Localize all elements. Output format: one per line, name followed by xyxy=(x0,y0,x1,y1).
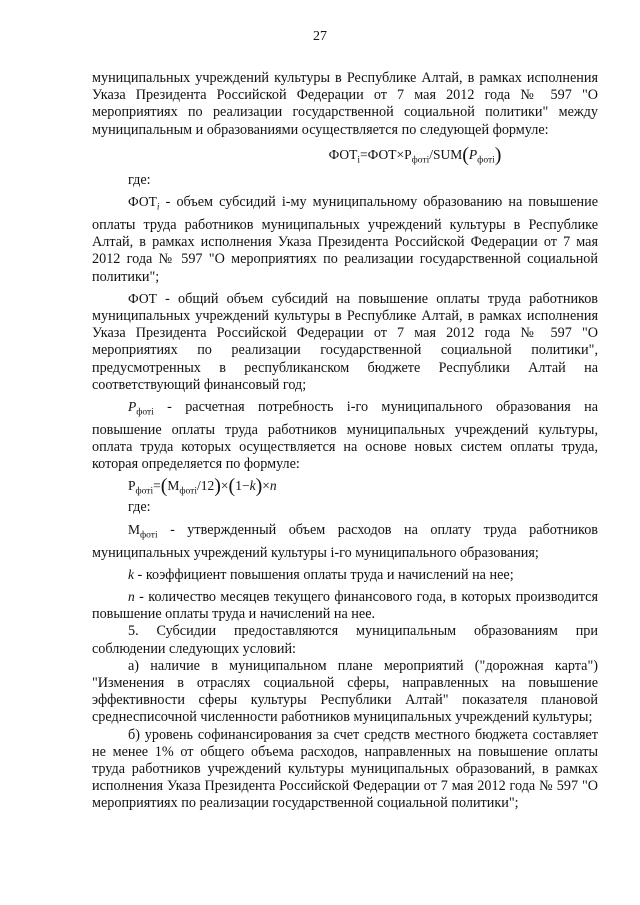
paragraph-item-a: а) наличие в муниципальном плане мероприятий ("дорожная карта") "Изменения в отраслях социальной сферы, направленных на повышение эффективности сферы культуры Республики Алтай" показателя плановой среднесписочной численности работников муниципальных учреждений культуры; xyxy=(92,657,598,726)
formula-lhs: ФОТ xyxy=(328,146,358,162)
formula2-k: k xyxy=(249,478,256,494)
definition-text: - коэффициент повышения оплаты труда и начислений на нее; xyxy=(134,566,514,583)
formula-arg: P xyxy=(468,146,478,162)
formula2-eq: = xyxy=(153,478,161,494)
where-label-2: где: xyxy=(128,499,151,516)
def-symbol-fot-i xyxy=(128,194,160,213)
paren-close: ) xyxy=(214,475,221,498)
formula-div: / xyxy=(429,146,433,162)
def-symbol-fot: ФОТ xyxy=(128,290,157,306)
paren-open: ( xyxy=(462,143,469,166)
def-symbol-n: n xyxy=(128,588,135,604)
paren-close: ) xyxy=(494,143,502,166)
formula2-m: M xyxy=(167,478,180,494)
formula-lhs-sub: i xyxy=(357,155,361,166)
definition-fot xyxy=(92,290,598,394)
paren-close-2: ) xyxy=(255,475,263,498)
intro-paragraph: муниципальных учреждений культуры в Республике Алтай, в рамках исполнения Указа Президента Российской Федерации от 7 мая 2012 года № 597 "О мероприятиях по реализации государственной социальной политики" между муниципальным и образованиями осуществляется по следующей формуле: xyxy=(92,70,598,138)
definition-text: - утвержденный объем расходов на оплату труда работников муниципальных учреждений культуры i-го муниципального образования; xyxy=(92,521,598,561)
formula2-lhs-sub: фотi xyxy=(135,487,154,498)
paragraph-item-b: б) уровень софинансирования за счет средств местного бюджета составляет не менее 1% от общего объема расходов, направленных на повышение оплаты труда работников учреждений культуры муниципальных образований, в рамках исполнения Указа Президента Российской Федерации от 7 мая 2012 года № 597 "О мероприятиях по реализации государственной социальной политики"; xyxy=(92,726,598,812)
paren-open: ( xyxy=(160,475,168,498)
definition-p-foti xyxy=(92,398,598,474)
def-sym-p-sub: фотi xyxy=(136,407,154,418)
definition-text: - количество месяцев текущего финансового года, в которых производится повышение оплаты труда и начислений на нее. xyxy=(92,588,598,623)
def-symbol-k: k xyxy=(128,566,134,582)
formula2-m-sub: фотi xyxy=(179,487,197,498)
def-sym-m: M xyxy=(128,521,141,537)
formula2-lhs: P xyxy=(128,478,136,494)
def-sym-fot-i-sub: i xyxy=(156,202,160,213)
def-symbol-p xyxy=(128,398,154,418)
definition-fot-i xyxy=(92,193,598,286)
where-label-1: где: xyxy=(128,171,151,188)
formula-fot-i xyxy=(92,142,598,168)
document-body xyxy=(92,70,598,813)
definition-m-foti xyxy=(92,521,598,562)
formula2-times1: × xyxy=(220,478,229,494)
formula2-one-minus: 1− xyxy=(235,478,250,494)
formula2-div12: /12 xyxy=(196,478,215,494)
formula-sum: SUM xyxy=(432,146,463,162)
definition-text: - объем субсидий i-му муниципальному образованию на повышение оплаты труда работников муниципальных учреждений культуры в Республике Алтай, в рамках исполнения Указа Президента Российской Федерации от 7 мая 2012 года № 597 "О мероприятиях по реализации государственной социальной политики"; xyxy=(92,194,598,285)
formula-times: × xyxy=(396,146,405,162)
formula-eq: = xyxy=(360,146,368,162)
def-sym-m-sub: фотi xyxy=(140,530,158,541)
formula-fot: ФОТ xyxy=(367,146,397,162)
page-number: 27 xyxy=(313,29,327,44)
formula2-times2: × xyxy=(262,478,270,494)
paren-open-2: ( xyxy=(228,475,236,498)
paragraph-item-5: 5. Субсидии предоставляются муниципальным образованиям при соблюдении следующих условий: xyxy=(92,623,598,657)
def-symbol-m xyxy=(128,521,158,541)
formula-p: P xyxy=(404,146,412,162)
definition-n xyxy=(92,588,598,623)
formula-p-sub: фотi xyxy=(411,155,430,166)
definition-text: - общий объем субсидий на повышение оплаты труда работников муниципальных учреждений культуры в Республике Алтай, в рамках исполнения Указа Президента Российской Федерации от 7 мая 2012 года № 597 "О мероприятиях по реализации государственной социальной политики", предусмотренных в республиканском бюджете Республики Алтай на соответствующий финансовый год; xyxy=(92,290,598,393)
def-sym-fot-i: ФОТ xyxy=(128,194,157,210)
formula-p-foti xyxy=(92,475,598,497)
formula2-n: n xyxy=(269,478,277,494)
definition-k xyxy=(92,566,598,584)
definition-text: - расчетная потребность i-го муниципального образования на повышение оплаты труда работников муниципальных учреждений культуры, оплата труда которых осуществляется на основе новых систем оплаты труда, которая определяется по формуле: xyxy=(92,398,598,473)
formula-arg-sub: фотi xyxy=(477,155,495,166)
def-sym-p: P xyxy=(128,398,137,414)
